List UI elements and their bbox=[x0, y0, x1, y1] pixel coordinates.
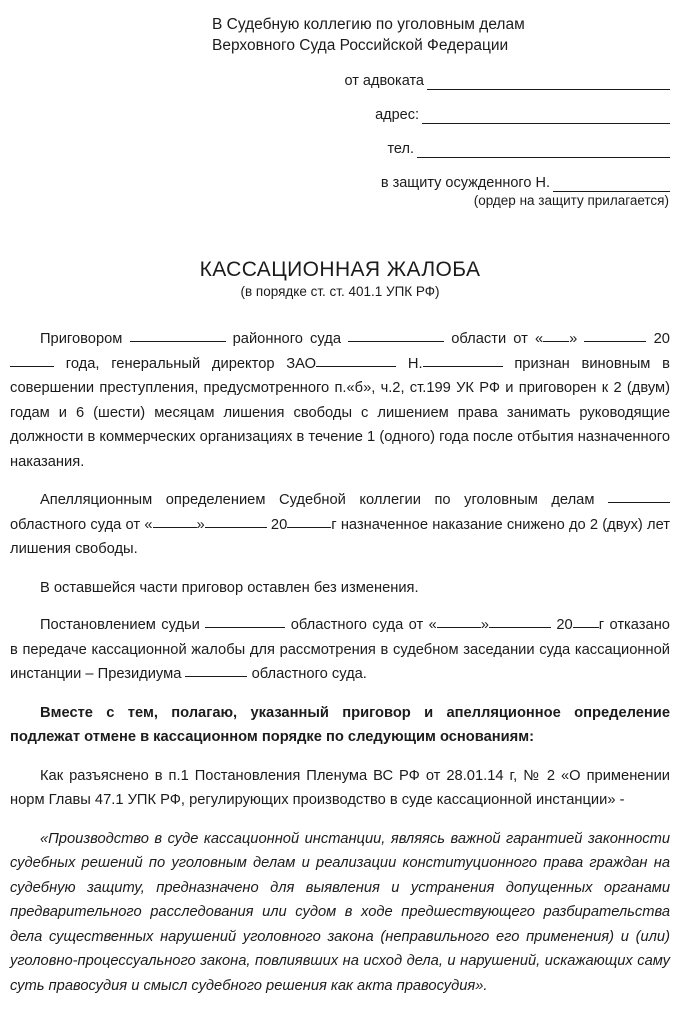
verdict-seg-5: 20 bbox=[653, 331, 670, 347]
addressee-line-1: В Судебную коллегию по уголовным делам bbox=[212, 16, 525, 33]
page-subtitle: (в порядке ст. ст. 401.1 УПК РФ) bbox=[240, 284, 440, 299]
refusal-blank-day[interactable] bbox=[437, 614, 481, 628]
refusal-blank-year[interactable] bbox=[573, 614, 599, 628]
defense-row bbox=[10, 175, 670, 192]
advocate-label: от адвоката bbox=[344, 73, 424, 89]
refusal-seg-3: » bbox=[480, 617, 489, 633]
appeal-seg-4: 20 bbox=[270, 516, 288, 533]
appeal-blank-month[interactable] bbox=[205, 514, 267, 528]
paragraph-refusal bbox=[10, 613, 670, 687]
verdict-blank-month[interactable] bbox=[584, 328, 646, 342]
appeal-seg-2: областного суда от « bbox=[10, 516, 153, 533]
refusal-seg-6: областного суда. bbox=[251, 666, 367, 682]
verdict-seg-3: области от « bbox=[451, 331, 544, 347]
document-body bbox=[10, 327, 670, 998]
address-label: адрес: bbox=[375, 107, 419, 123]
paragraph-claim: Вместе с тем, полагаю, указанный приговор и апелляционное определение подлежат отмене в кассационном порядке по следующим основаниям: bbox=[10, 704, 670, 745]
paragraph-verdict bbox=[10, 327, 670, 474]
refusal-seg-4: 20 bbox=[556, 617, 573, 633]
verdict-blank-region[interactable] bbox=[348, 328, 444, 342]
addressee-line-2: Верховного Суда Российской Федерации bbox=[212, 37, 509, 54]
defense-blank-field[interactable] bbox=[553, 178, 670, 192]
verdict-blank-year[interactable] bbox=[10, 353, 54, 367]
appeal-blank-day[interactable] bbox=[153, 514, 197, 528]
phone-label: тел. bbox=[387, 141, 414, 157]
address-row bbox=[10, 107, 670, 124]
paragraph-plenum: Как разъяснено в п.1 Постановления Пленума ВС РФ от 28.01.14 г, № 2 «О применении норм Главы 47.1 УПК РФ, регулирующих производство в суде кассационной инстанции» - bbox=[10, 767, 670, 808]
verdict-blank-court[interactable] bbox=[130, 328, 226, 342]
verdict-seg-8: признан виновным в совершении преступления, предусмотренного п.«б», ч.2, ст.199 УК РФ и приговорен к 2 (двум) годам и 6 (шести) месяцам лишения свободы с лишением права занимать руководящие должности в коммерческих организациях в течение 1 (одного) года после отбытия назначенного наказания. bbox=[10, 355, 670, 470]
verdict-seg-1: Приговором bbox=[40, 331, 123, 347]
verdict-seg-6: года, генеральный директор ЗАО bbox=[65, 355, 317, 372]
appeal-blank-year[interactable] bbox=[287, 514, 331, 528]
advocate-row bbox=[10, 73, 670, 90]
appeal-seg-3: » bbox=[196, 516, 205, 533]
paragraph-quote: «Производство в суде кассационной инстанции, являясь важной гарантией законности судебных решений по уголовным делам и реализации конституционного права граждан на судебную защиту, предназначено для выявления и устранения допущенных органами предварительного расследования или судом в ходе предшествующего разбирательства дела существенных нарушений уголовного закона (неправильного его применения) и (или) уголовно-процессуального закона, повлиявших на исход дела, и нарушений, искажающих саму суть правосудия и смысл судебного решения как акта правосудия». bbox=[10, 830, 670, 994]
page-title: КАССАЦИОННАЯ ЖАЛОБА bbox=[199, 258, 481, 281]
appeal-seg-1: Апелляционным определением Судебной коллегии по уголовным делам bbox=[40, 492, 595, 508]
appeal-seg-5: г назначенное наказание снижено до 2 (двух) лет лишения свободы. bbox=[10, 516, 670, 557]
refusal-blank-month[interactable] bbox=[489, 614, 551, 628]
refusal-seg-1: Постановлением судьи bbox=[40, 617, 200, 633]
addressee-block bbox=[212, 14, 670, 56]
defense-label: в защиту осужденного Н. bbox=[380, 175, 550, 191]
verdict-blank-name[interactable] bbox=[423, 353, 503, 367]
requisites-block bbox=[10, 73, 670, 209]
verdict-seg-2: районного суда bbox=[232, 331, 341, 347]
advocate-blank-field[interactable] bbox=[427, 76, 670, 90]
verdict-seg-7: Н. bbox=[407, 355, 423, 372]
paragraph-remainder: В оставшейся части приговор оставлен без изменения. bbox=[40, 579, 419, 596]
verdict-blank-day[interactable] bbox=[543, 328, 569, 342]
paragraph-appeal bbox=[10, 488, 670, 562]
refusal-seg-2: областного суда от « bbox=[290, 617, 437, 633]
verdict-seg-4: » bbox=[569, 331, 578, 347]
address-blank-field[interactable] bbox=[422, 110, 670, 124]
refusal-seg-5: г отказано в передаче кассационной жалобы для рассмотрения в судебном заседании суда кассационной инстанции – Президиума bbox=[10, 617, 670, 682]
appeal-blank-region[interactable] bbox=[608, 489, 670, 503]
order-note: (ордер на защиту прилагается) bbox=[473, 193, 669, 208]
phone-row bbox=[10, 141, 670, 158]
refusal-blank-region[interactable] bbox=[205, 614, 285, 628]
verdict-blank-company[interactable] bbox=[316, 353, 396, 367]
refusal-blank-presidium[interactable] bbox=[185, 663, 247, 677]
phone-blank-field[interactable] bbox=[417, 144, 670, 158]
